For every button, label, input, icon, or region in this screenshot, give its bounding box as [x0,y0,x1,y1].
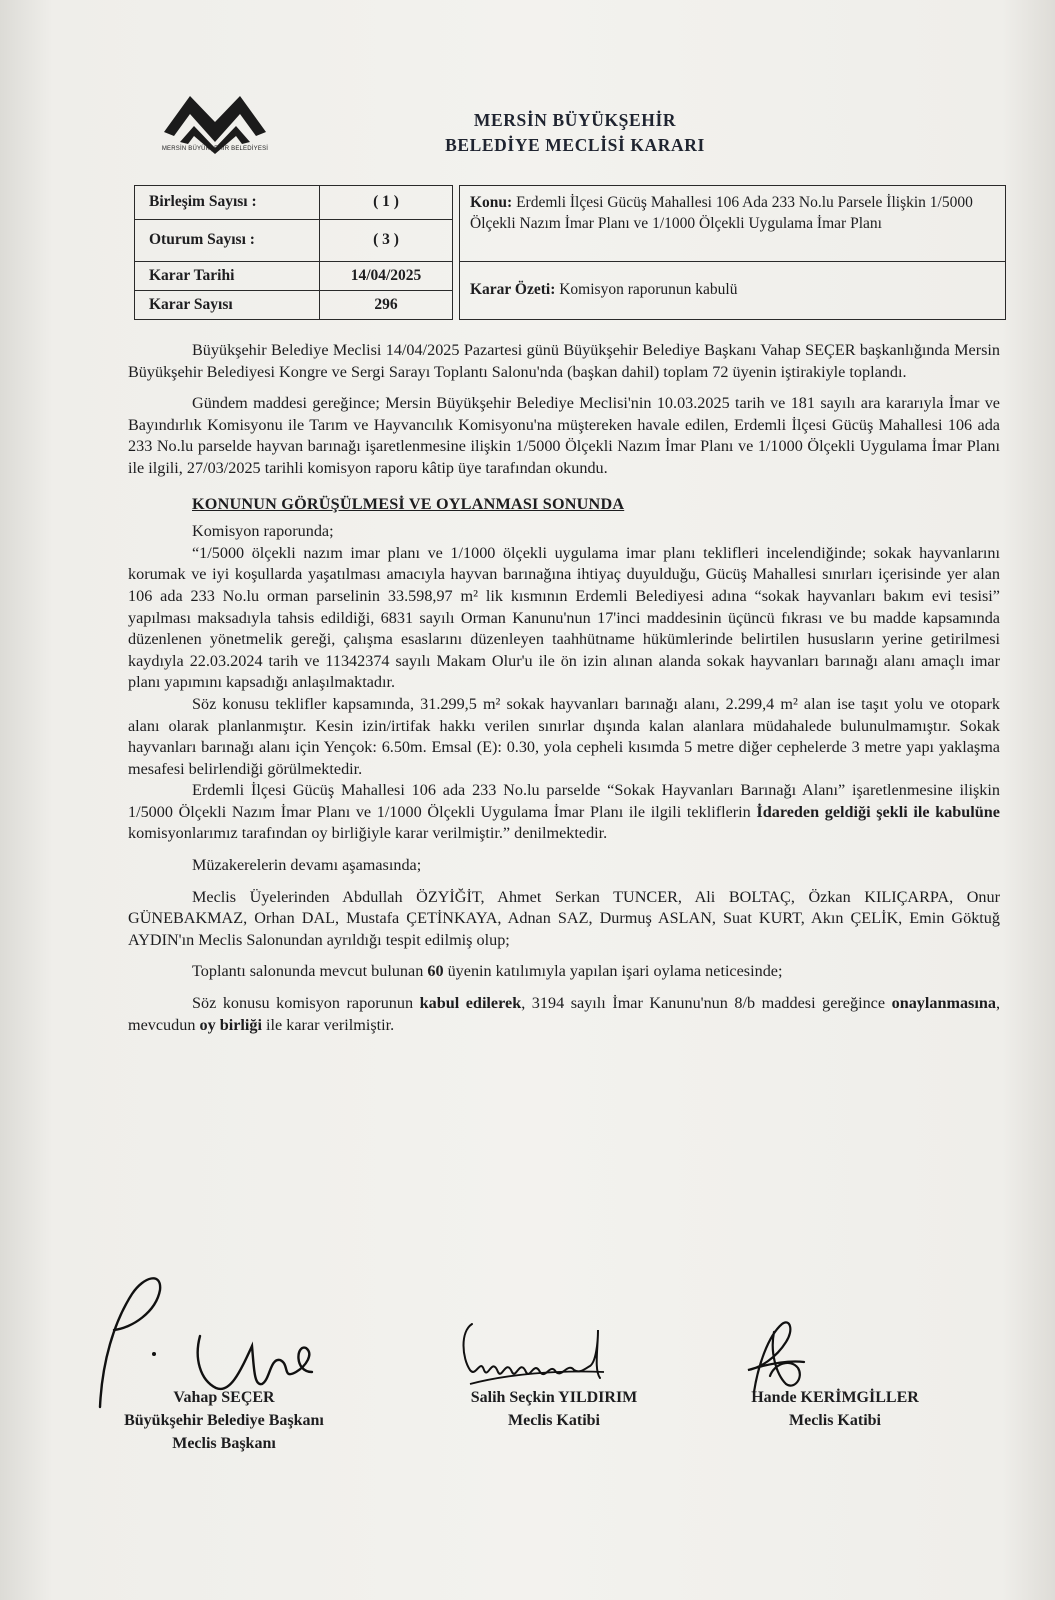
p9-text-a: Toplantı salonunda mevcut bulunan [192,962,428,981]
summary-label: Karar Özeti: [470,281,556,299]
paragraph-agenda: Gündem maddesi gereğince; Mersin Büyükşehir Belediye Meclisi'nin 10.03.2025 tarih ve 181 sayılı ara kararıyla İmar ve Bayındırlık Komisyonu ile Tarım ve Hayvancılık Komisyonu'na müştereken havale edilen, Erdemli İlçesi Gücüş Mahallesi 106 ada 233 No.lu parselde hayvan barınağı işaretlenmesine ilişkin 1/5000 Ölçekli Nazım İmar Planı ve 1/1000 Ölçekli Uygulama İmar Planı ile ilgili, 27/03/2025 tarihli komisyon raporu kâtip üye tarafından okundu. [128,394,1000,477]
oturum-label: Oturum Sayısı : [135,219,320,261]
birlesim-label: Birleşim Sayısı : [135,186,320,220]
signatory-role: Meclis Katibi [789,1412,881,1429]
title-line-1: MERSİN BÜYÜKŞEHİR [473,110,677,130]
logo-caption: MERSİN BÜYÜKŞEHİR BELEDİYESİ [161,146,269,152]
signatory-role-2: Meclis Başkanı [172,1435,276,1452]
karar-tarihi-label: Karar Tarihi [135,261,320,290]
signatory-name: Salih Seçkin YILDIRIM [470,1389,638,1406]
p10-a: Söz konusu komisyon raporunun [192,994,420,1013]
document-title [420,108,730,158]
paragraph-meeting: Büyükşehir Belediye Meclisi 14/04/2025 Pazartesi günü Büyükşehir Belediye Başkanı Vahap SEÇER başkanlığında Mersin Büyükşehir Belediyesi Kongre ve Sergi Sarayı Toplantı Salonu'nda (başkan dahil) toplam 72 üyenin iştirakiyle toplandı. [128,341,1000,381]
paragraph-decision [128,993,1000,1036]
p9-text-b: üyenin katılımıyla yapılan işari oylama neticesinde; [443,962,783,981]
p6-text-b: komisyonlarımız tarafından oy birliğiyle karar verilmiştir.” denilmektedir. [128,824,608,843]
paragraph-vote [128,961,1000,983]
paragraph-report-conclusion [128,780,1000,845]
p10-d: onaylanmasına [891,994,996,1013]
p10-g: ile karar verilmiştir. [262,1015,395,1034]
table-gap [453,186,460,320]
signatory-role: Meclis Katibi [508,1412,600,1429]
p10-b: kabul edilerek [419,994,522,1013]
paragraph-members-left: Meclis Üyelerinden Abdullah ÖZYİĞİT, Ahmet Serkan TUNCER, Ali BOLTAÇ, Özkan KILIÇARPA, Onur GÜNEBAKMAZ, Orhan DAL, Mustafa ÇETİNKAYA, Adnan SAZ, Durmuş ASLAN, Suat KURT, Akın ÇELİK, Emin Göktuğ AYDIN'ın Meclis Salonundan ayrıldığı tespit edilmiş olup; [128,887,1000,949]
summary-cell [460,261,1006,319]
p9-bold: 60 [427,962,444,981]
paragraph-report-details: Söz konusu teklifler kapsamında, 31.299,5 m² sokak hayvanları barınağı alanı, 2.299,4 m² alan ise taşıt yolu ve otopark alanı olarak planlanmıştır. Kesin izin/irtifak hakkı verilen sınırlar dışında kalan alanlara müdahalede bulunulmamıştır. Sokak hayvanları barınağı alanı için Yençok: 6.50m. Emsal (E): 0.30, yola cepheli kısımda 5 metre diğer cephelerde 3 metre yapı yaklaşma mesafesi belirlendiği görülmektedir. [128,694,1000,778]
paragraph-deliberation: Müzakerelerin devamı aşamasında; [192,856,422,875]
paragraph-report-quote: “1/5000 ölçekli nazım imar planı ve 1/1000 ölçekli uygulama imar planı teklifleri incelendiğinde; sokak hayvanlarını korumak ve iyi koşullarda yaşatılması amacıyla hayvan barınağına ihtiyaç duyulduğu, Gücüş Mahallesi sınırları içerisinde yer alan 106 ada 233 No.lu orman parselinin 33.598,97 m² lik kısmının Erdemli Belediyesi adına “sokak hayvanları bakım evi tesisi” yapılması maksadıyla tahsis edildiği, 6831 sayılı Orman Kanunu'nun 17'inci maddesinin üçüncü fıkrası ve bu madde kapsamında düzenlenen yönetmelik gereği, çalışma esaslarını düzenleyen taahhütname hükümlerinde belirtilen hususların yerine getirilmesi kaydıyla 22.03.2024 tarih ve 11342374 sayılı Makam Olur'u ile ön izin alınan alanda sokak hayvanları barınağı alanı amaçlı imar planı yapımını kapsadığı anlaşılmaktadır. [128,543,1000,692]
oturum-value: ( 3 ) [320,219,453,261]
p6-bold: İdareden geldiği şekli ile kabulüne [756,802,1000,821]
signature-block-katip-2 [712,1386,958,1432]
signature-block-mayor [84,1386,364,1455]
signatory-name: Vahap SEÇER [173,1389,275,1406]
p6-text-a: Erdemli İlçesi Gücüş Mahallesi 106 ada 233 No.lu parselde “Sokak Hayvanları Barınağı Alanı” işaretlenmesine ilişkin 1/5000 Ölçekli Nazım İmar Planı ve 1/1000 Ölçekli Uygulama İmar Planı ile ilgili tekliflerin [128,781,1000,821]
p10-e: , mevcudun [128,994,1000,1034]
signature-block-katip-1 [424,1386,684,1432]
karar-tarihi-value: 14/04/2025 [320,261,453,290]
summary-text: Komisyon raporunun kabulü [559,281,738,299]
birlesim-value: ( 1 ) [320,186,453,220]
p10-f: oy birliği [199,1015,262,1034]
karar-sayisi-value: 296 [320,290,453,319]
decision-body [128,340,1000,1036]
p10-c: , 3194 sayılı İmar Kanunu'nun 8/b maddesi gereğince [521,994,892,1013]
subject-text: Erdemli İlçesi Gücüş Mahallesi 106 Ada 233 No.lu Parsele İlişkin 1/5000 Ölçekli Nazım İmar Planı ve 1/1000 Ölçekli Uygulama İmar Planı [470,194,973,232]
section-heading: KONUNUN GÖRÜŞÜLMESİ VE OYLANMASI SONUNDA [192,494,625,513]
decision-info-table [134,185,1006,320]
paragraph-report-intro: Komisyon raporunda; [192,522,334,541]
signatory-role: Büyükşehir Belediye Başkanı [124,1412,324,1429]
signatory-name: Hande KERİMGİLLER [751,1389,919,1406]
subject-cell [460,186,1006,262]
karar-sayisi-label: Karar Sayısı [135,290,320,319]
subject-label: Konu: [470,194,513,211]
title-line-2: BELEDİYE MECLİSİ KARARI [445,135,705,155]
